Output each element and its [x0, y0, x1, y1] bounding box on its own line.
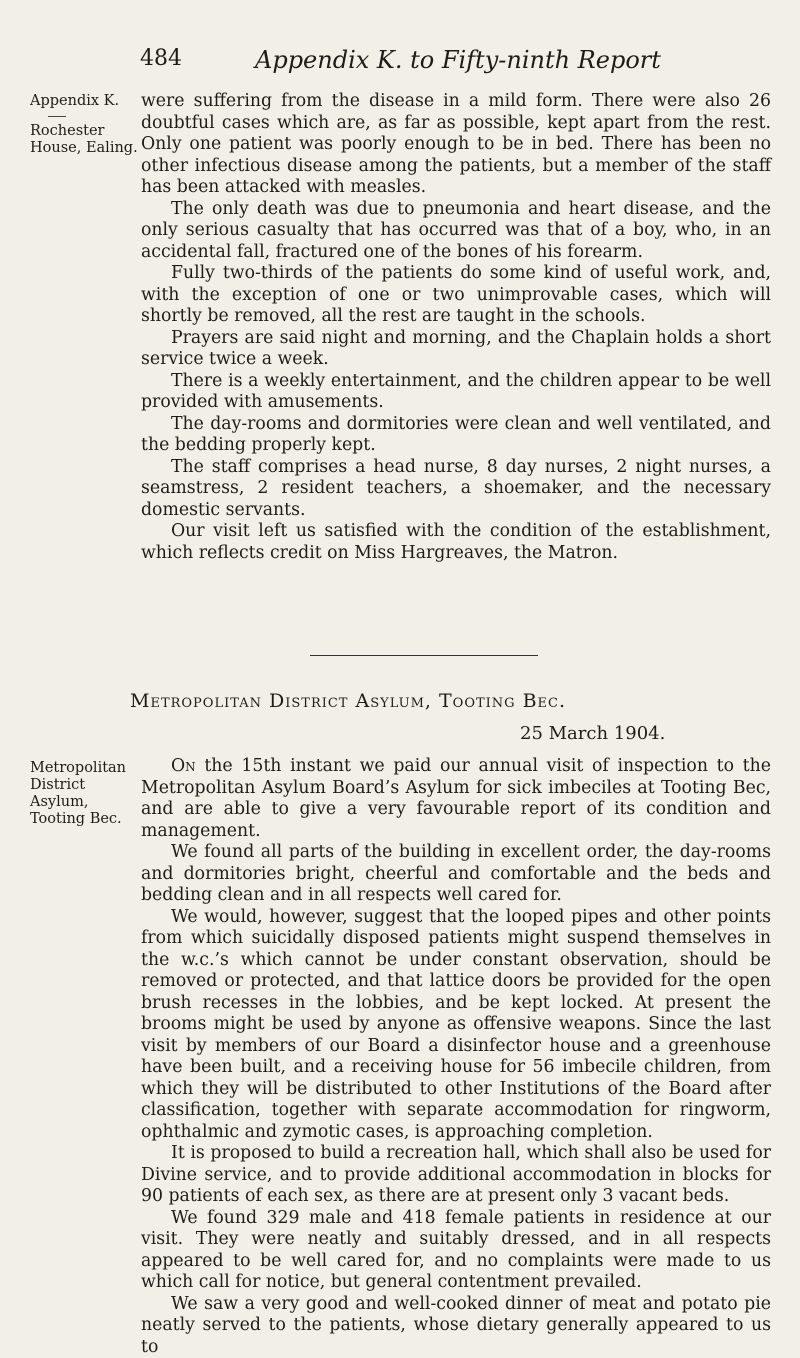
- margin-note-line: Rochester: [30, 123, 140, 140]
- running-title: Appendix K. to Fifty-ninth Report: [255, 46, 661, 74]
- margin-note-line: Metropolitan: [30, 760, 140, 777]
- page-header: [0, 44, 800, 84]
- paragraph: It is proposed to build a recreation hall, which shall also be used for Divine service, and to provide additional accommodation in blocks for 90 patients of each sex, as there are at present only 3 vacant beds.: [141, 1143, 771, 1208]
- margin-dash: [48, 116, 66, 117]
- paragraph-text: the 15th instant we paid our annual visit of inspection to the Metropolitan Asylum Board’s Asylum for sick imbeciles at Tooting Bec, and are able to give a very favourable report of its condition and management.: [141, 756, 771, 841]
- page-number: 484: [140, 46, 182, 71]
- margin-note-rochester: [30, 93, 140, 157]
- paragraph: We would, however, suggest that the looped pipes and other points from which suicidally disposed patients might suspend themselves in the w.c.’s which cannot be under constant observation, should be removed or protected, and that lattice doors be provided for the open brush recesses in the lobbies, and be kept locked. At present the brooms might be used by anyone as offensive weapons. Since the last visit by members of our Board a disinfector house and a greenhouse have been built, and a receiving house for 56 imbecile children, from which they will be distributed to other Institutions of the Board after classification, together with separate accommodation for ringworm, ophthalmic and zymotic cases, is approaching completion.: [141, 907, 771, 1144]
- paragraph: The only death was due to pneumonia and heart disease, and the only serious casualty that has occurred was that of a boy, who, in an accidental fall, fractured one of the bones of his forearm.: [141, 199, 771, 264]
- lead-word: On: [171, 756, 196, 776]
- paragraph: We found all parts of the building in excellent order, the day-rooms and dormitories bright, cheerful and comfortable and the beds and bedding clean and in all respects well cared for.: [141, 842, 771, 907]
- paragraph: We found 329 male and 418 female patients in residence at our visit. They were neatly and suitably dressed, and in all respects appeared to be well cared for, and no complaints were made to us which call for notice, but general contentment prevailed.: [141, 1208, 771, 1294]
- paragraph: Fully two-thirds of the patients do some kind of useful work, and, with the exception of one or two unimprovable cases, which will shortly be removed, all the rest are taught in the schools.: [141, 263, 771, 328]
- margin-note-line: Asylum,: [30, 794, 140, 811]
- paragraph: [141, 756, 771, 842]
- paragraph: We saw a very good and well-cooked dinner of meat and potato pie neatly served to the patients, whose dietary generally appeared to us to: [141, 1294, 771, 1358]
- section-title: Metropolitan District Asylum, Tooting Bec.: [130, 690, 790, 712]
- paragraph: There is a weekly entertainment, and the children appear to be well provided with amusements.: [141, 371, 771, 414]
- paragraph: The day-rooms and dormitories were clean and well ventilated, and the bedding properly kept.: [141, 414, 771, 457]
- margin-note-label: Appendix K.: [30, 93, 119, 109]
- section-divider: [310, 655, 538, 656]
- section-metropolitan-body: [141, 756, 771, 1358]
- paragraph: Prayers are said night and morning, and the Chaplain holds a short service twice a week.: [141, 328, 771, 371]
- margin-note-line: District: [30, 777, 140, 794]
- margin-note-line: House, Ealing.: [30, 140, 140, 157]
- section-rochester-body: [141, 91, 771, 564]
- report-date: 25 March 1904.: [520, 723, 665, 744]
- paragraph: were suffering from the disease in a mild form. There were also 26 doubtful cases which are, as far as possible, kept apart from the rest. Only one patient was poorly enough to be in bed. There has been no other infectious disease among the patients, but a member of the staff has been attacked with measles.: [141, 91, 771, 199]
- margin-note-line: Tooting Bec.: [30, 811, 140, 828]
- paragraph: The staff comprises a head nurse, 8 day nurses, 2 night nurses, a seamstress, 2 resident teachers, a shoemaker, and the necessary domestic servants.: [141, 457, 771, 522]
- paragraph: Our visit left us satisfied with the condition of the establishment, which reflects credit on Miss Hargreaves, the Matron.: [141, 521, 771, 564]
- margin-note-metropolitan: [30, 760, 140, 828]
